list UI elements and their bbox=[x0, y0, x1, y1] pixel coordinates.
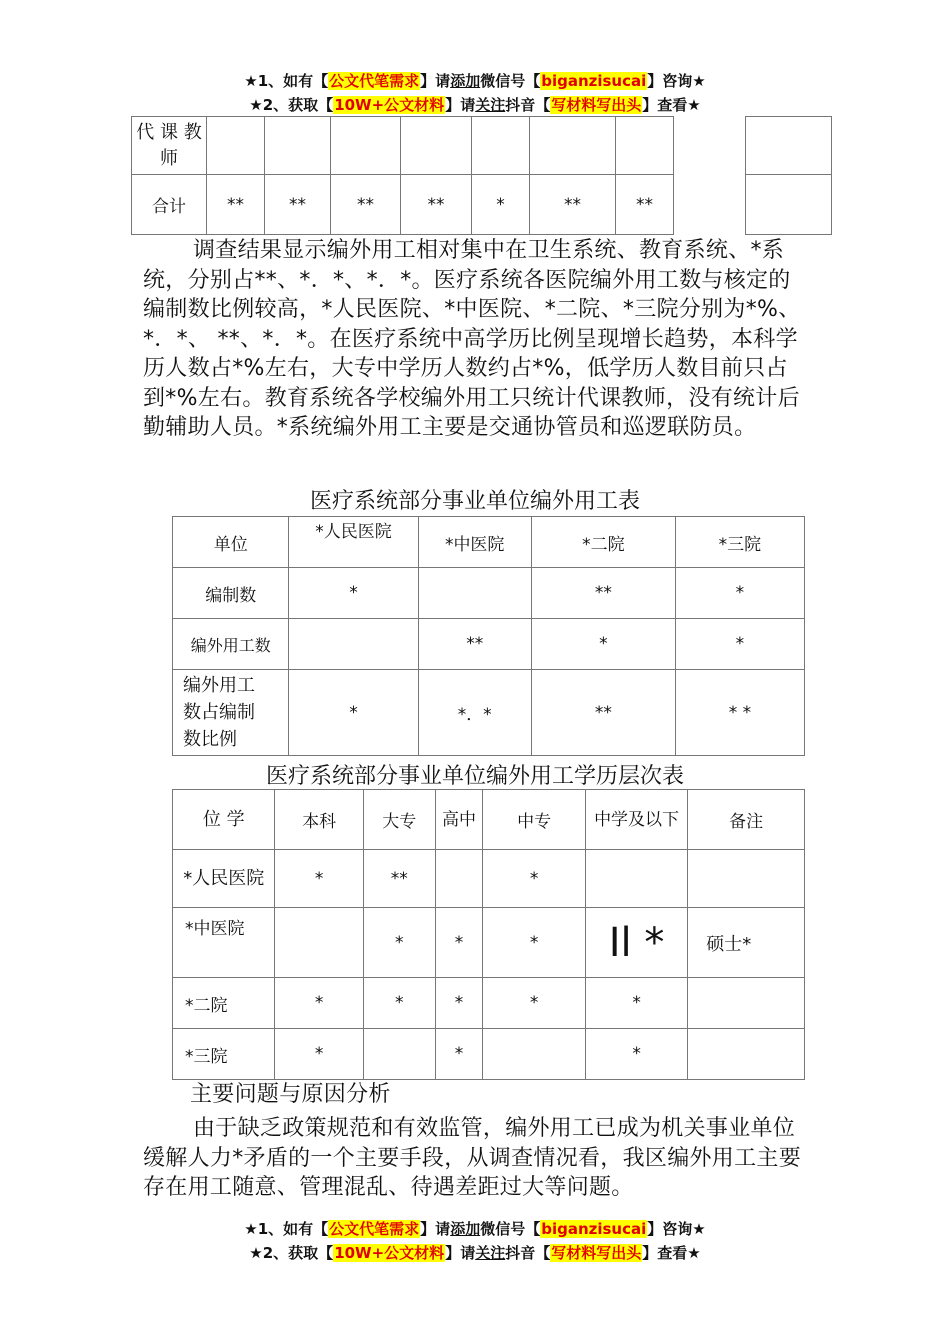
banner-text: 微信号【 bbox=[480, 1220, 541, 1238]
table-cell: * bbox=[483, 978, 585, 1029]
table-row bbox=[173, 978, 805, 1029]
banner-text: ★1、如有【 bbox=[244, 72, 329, 90]
banner-highlight: 10W+公文材料 bbox=[334, 1244, 445, 1262]
row-label: *三院 bbox=[173, 1029, 275, 1080]
education-table bbox=[172, 789, 805, 1080]
banner-text: ★1、如有【 bbox=[244, 1220, 329, 1238]
banner-underline: 关注 bbox=[475, 1244, 506, 1262]
table-cell: ** bbox=[363, 850, 435, 908]
column-header: 本科 bbox=[275, 790, 363, 850]
table-cell: * bbox=[585, 978, 687, 1029]
banner-text: 】咨询★ bbox=[647, 72, 706, 90]
table-cell: * bbox=[435, 1029, 483, 1080]
promo-banner-line2 bbox=[0, 94, 950, 116]
table-row bbox=[173, 1029, 805, 1080]
table-cell: * bbox=[472, 175, 530, 235]
column-header: 位 学 bbox=[173, 790, 275, 850]
table-row bbox=[173, 670, 805, 756]
table-cell: * bbox=[675, 619, 804, 670]
column-header: 中专 bbox=[483, 790, 585, 850]
column-header: 大专 bbox=[363, 790, 435, 850]
banner-text: 】请 bbox=[420, 1220, 451, 1238]
banner-highlight: 公文代笔需求 bbox=[329, 72, 420, 90]
banner-highlight: biganzisucai bbox=[541, 1220, 647, 1238]
table-row bbox=[132, 117, 832, 175]
table-cell bbox=[435, 850, 483, 908]
column-header: *二院 bbox=[531, 517, 675, 568]
section-title: 主要问题与原因分析 bbox=[190, 1082, 391, 1107]
column-header: *三院 bbox=[675, 517, 804, 568]
column-header: 单位 bbox=[173, 517, 289, 568]
promo-banner-line2 bbox=[0, 1242, 950, 1264]
table-cell: ** bbox=[530, 175, 616, 235]
banner-text: ★2、获取【 bbox=[249, 1244, 334, 1262]
table-caption: 医疗系统部分事业单位编外用工表 bbox=[309, 489, 640, 514]
banner-underline: 添加 bbox=[450, 72, 481, 90]
table-header-row bbox=[173, 790, 805, 850]
table-cell: ** bbox=[331, 175, 401, 235]
table-cell bbox=[585, 850, 687, 908]
banner-text: 】查看★ bbox=[642, 96, 701, 114]
table-cell: * bbox=[531, 619, 675, 670]
table-cell bbox=[688, 850, 805, 908]
row-label: *中医院 bbox=[173, 908, 275, 978]
banner-text: ★2、获取【 bbox=[249, 96, 334, 114]
table-cell: * bbox=[435, 978, 483, 1029]
banner-text: 抖音【 bbox=[505, 96, 551, 114]
table-cell bbox=[483, 1029, 585, 1080]
table-cell: 硕士* bbox=[688, 908, 805, 978]
table-cell: * bbox=[275, 1029, 363, 1080]
table-cell: * bbox=[585, 1029, 687, 1080]
column-header: *中医院 bbox=[418, 517, 531, 568]
table-header-row bbox=[173, 517, 805, 568]
table-cell: ** bbox=[531, 568, 675, 619]
table-cell: * bbox=[435, 908, 483, 978]
table-cell: ** bbox=[616, 175, 674, 235]
table-cell bbox=[363, 1029, 435, 1080]
row-label: 代 课 教师 bbox=[132, 117, 207, 175]
table-row bbox=[173, 619, 805, 670]
banner-text: 】请 bbox=[420, 72, 451, 90]
banner-highlight: 写材料写出头 bbox=[551, 96, 642, 114]
body-paragraph: 由于缺乏政策规范和有效监管，编外用工已成为机关事业单位缓解人力*矛盾的一个主要手段，从调查情况看，我区编外用工主要存在用工随意、管理混乱、待遇差距过大等问题。 bbox=[143, 1116, 802, 1200]
banner-highlight: 写材料写出头 bbox=[551, 1244, 642, 1262]
banner-text: 】请 bbox=[445, 96, 476, 114]
table-cell: * bbox=[483, 850, 585, 908]
promo-banner-line1 bbox=[0, 70, 950, 92]
table-cell bbox=[688, 978, 805, 1029]
banner-text: 】请 bbox=[445, 1244, 476, 1262]
table-cell: * bbox=[289, 670, 418, 756]
row-label: *人民医院 bbox=[173, 850, 275, 908]
table-cell bbox=[289, 619, 418, 670]
banner-text: 微信号【 bbox=[480, 72, 541, 90]
banner-highlight: 10W+公文材料 bbox=[334, 96, 445, 114]
table-row bbox=[173, 908, 805, 978]
table-cell: ** bbox=[531, 670, 675, 756]
table-cell: ** bbox=[418, 619, 531, 670]
table-cell: * bbox=[483, 908, 585, 978]
table-cell: * bbox=[363, 978, 435, 1029]
banner-text: 】咨询★ bbox=[647, 1220, 706, 1238]
table-cell: ** bbox=[401, 175, 472, 235]
table-cell: * bbox=[275, 850, 363, 908]
table-row bbox=[132, 175, 832, 235]
promo-banner-line1 bbox=[0, 1218, 950, 1240]
table-row bbox=[173, 568, 805, 619]
teacher-table-fragment bbox=[131, 116, 832, 235]
row-label: 合计 bbox=[132, 175, 207, 235]
table-cell: * bbox=[675, 568, 804, 619]
body-paragraph: 调查结果显示编外用工相对集中在卫生系统、教育系统、*系统，分别占**、*．*、*．*。医疗系统各医院编外用工数与核定的编制数比例较高，*人民医院、*中医院、*二院、*三院分别为*%、*．*、 **、*．*。在医疗系统中高学历比例呈现增长趋势，本科学历人数占*%左右，大专中学历人数约占*%，低学历人数目前只占到*%左右。教育系统各学校编外用工只统计代课教师，没有统计后勤辅助人员。*系统编外用工主要是交通协管员和巡逻联防员。 bbox=[143, 238, 801, 440]
table-cell: *．* bbox=[418, 670, 531, 756]
column-header: 高中 bbox=[435, 790, 483, 850]
column-header: 备注 bbox=[688, 790, 805, 850]
table-cell: * * bbox=[675, 670, 804, 756]
row-label: 编外用工数 bbox=[173, 619, 289, 670]
table-cell bbox=[418, 568, 531, 619]
table-cell: Il * bbox=[585, 908, 687, 978]
table-cell bbox=[275, 908, 363, 978]
table-cell: ** bbox=[265, 175, 331, 235]
row-label: 编制数 bbox=[173, 568, 289, 619]
table-caption: 医疗系统部分事业单位编外用工学历层次表 bbox=[265, 764, 684, 789]
banner-text: 抖音【 bbox=[505, 1244, 551, 1262]
table-row bbox=[173, 850, 805, 908]
table-cell: * bbox=[275, 978, 363, 1029]
banner-text: 】查看★ bbox=[642, 1244, 701, 1262]
table-cell: * bbox=[363, 908, 435, 978]
column-header: *人民医院 bbox=[289, 517, 418, 568]
table-cell: ** bbox=[207, 175, 265, 235]
staffing-table bbox=[172, 516, 805, 756]
banner-underline: 关注 bbox=[475, 96, 506, 114]
banner-underline: 添加 bbox=[450, 1220, 481, 1238]
row-label: 编外用工数占编制数比例 bbox=[173, 670, 289, 756]
table-cell bbox=[688, 1029, 805, 1080]
banner-highlight: 公文代笔需求 bbox=[329, 1220, 420, 1238]
column-header: 中学及以下 bbox=[585, 790, 687, 850]
row-label: *二院 bbox=[173, 978, 275, 1029]
banner-highlight: biganzisucai bbox=[541, 72, 647, 90]
table-cell: * bbox=[289, 568, 418, 619]
